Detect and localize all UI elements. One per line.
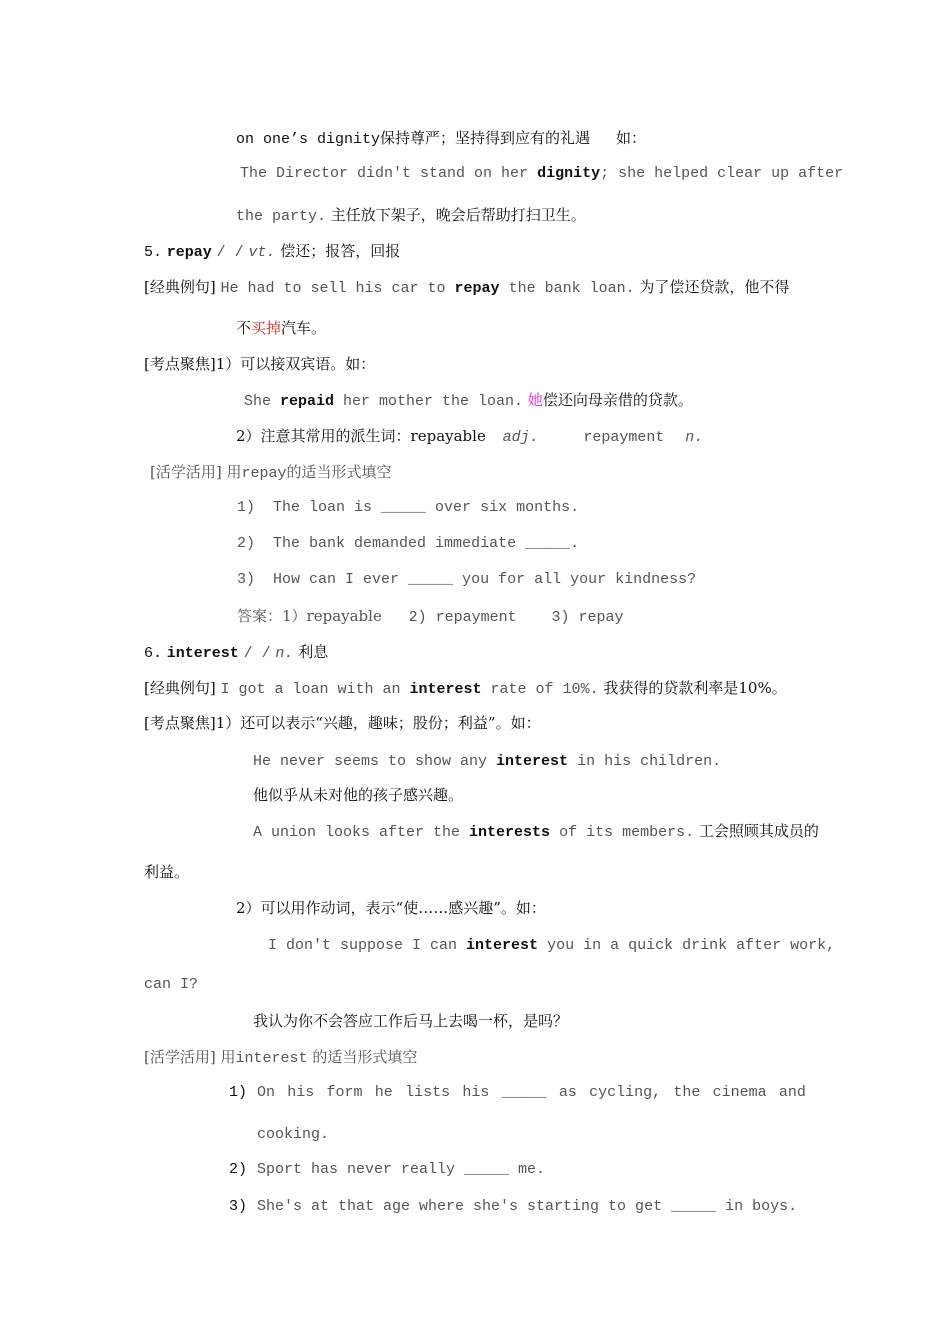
phonetic: / /: [216, 244, 244, 261]
exercise-item: [237, 498, 579, 518]
idiom: on one’s dignity: [236, 131, 381, 148]
key-point-example: [244, 390, 693, 412]
keyword: interest: [466, 937, 539, 954]
key-point-example: [253, 750, 721, 772]
example-text: in his children.: [568, 753, 722, 770]
exercise-item: [237, 570, 696, 590]
key-point-example: [253, 821, 819, 843]
key-point-example: [268, 934, 835, 956]
entry-number: 6.: [144, 645, 163, 662]
example-text: you in a quick drink after work,: [538, 937, 836, 954]
exercise-number: 1): [229, 1084, 248, 1101]
example-text: the bank loan.: [499, 280, 635, 297]
word: lists: [405, 1084, 451, 1101]
key-point-translation: [253, 785, 463, 805]
translation: 偿还向母亲借的贷款。: [542, 391, 693, 409]
section-tag: [活学活用]: [150, 463, 222, 481]
exercise-item-justified: [257, 1083, 806, 1103]
keyword: interests: [469, 824, 551, 841]
entry-heading-repay: [144, 241, 400, 263]
classic-example-line: [144, 277, 789, 299]
exercise-item: [257, 1197, 797, 1217]
exercise-text: How can I ever _____ you for all your kindness?: [273, 571, 697, 588]
key-point-line: [144, 354, 375, 374]
example-text: She: [244, 393, 281, 410]
exercise-item-cont: [257, 1125, 329, 1145]
section-tag: [考点聚焦]: [144, 714, 216, 732]
example-text: He never seems to show any: [253, 753, 497, 770]
exercise-item: [257, 1160, 545, 1180]
section-tag: [经典例句]: [144, 278, 216, 296]
exercise-text: Sport has never really _____ me.: [257, 1161, 546, 1178]
part-of-speech: n.: [685, 429, 704, 446]
translation-part: 不: [236, 319, 252, 337]
idiom-line: [236, 128, 646, 150]
word: the: [673, 1084, 701, 1101]
key-point-example-cont: [144, 975, 198, 995]
example-cue: 如：: [616, 129, 647, 147]
translation: 他似乎从未对他的孩子感兴趣。: [253, 786, 464, 804]
example-text: of its members.: [550, 824, 695, 841]
entry-meaning: 偿还；报答，回报: [280, 242, 401, 260]
exercise-text: She's at that age where she's starting to get _____ in boys.: [257, 1198, 798, 1215]
practice-text: 用: [226, 463, 242, 481]
word: cinema: [712, 1084, 767, 1101]
answer-1: 答案：1）repayable: [237, 607, 382, 625]
exercise-text: cooking.: [257, 1126, 330, 1143]
key-point-line: [144, 713, 541, 733]
key-point-text: 1）还可以表示“兴趣，趣味；股份；利益”。如：: [215, 714, 541, 732]
entry-word: interest: [166, 645, 239, 662]
blank: _____: [501, 1084, 547, 1101]
highlighted-text: 她: [527, 391, 543, 409]
entry-word: repay: [166, 244, 212, 261]
derivatives-line: [236, 426, 703, 448]
key-point-text: 2）可以用作动词，表示“使……感兴趣”。如：: [236, 899, 546, 917]
word: his: [462, 1084, 490, 1101]
exercise-text: The loan is _____ over six months.: [273, 499, 580, 516]
example-text: her mother the loan.: [334, 393, 524, 410]
word: his: [287, 1084, 315, 1101]
phonetic: / /: [243, 645, 271, 662]
keyword: repay: [454, 280, 500, 297]
keyword: dignity: [537, 165, 601, 182]
word: he: [374, 1084, 393, 1101]
word: On: [257, 1084, 276, 1101]
entry-meaning: 利息: [298, 643, 329, 661]
practice-text: 的适当形式填空: [286, 463, 392, 481]
example-text: the party.: [236, 208, 327, 225]
exercise-item: [237, 534, 579, 554]
idiom-example-cont: [236, 205, 586, 227]
example-text: ; she helped clear up after: [600, 165, 844, 182]
key-point-line-2: [236, 898, 546, 918]
exercise-number: 2): [229, 1161, 248, 1178]
translation: 主任放下架子，晚会后帮助打扫卫生。: [330, 206, 586, 224]
example-text: rate of 10%.: [481, 681, 599, 698]
practice-text: 用: [220, 1048, 236, 1066]
keyword: repay: [241, 465, 287, 482]
example-text: can I?: [144, 976, 199, 993]
section-tag: [考点聚焦]: [144, 355, 216, 373]
part-of-speech: n.: [275, 645, 294, 662]
part-of-speech: adj.: [502, 429, 539, 446]
exercise-number: 3): [237, 571, 256, 588]
classic-example-cont: [236, 318, 326, 338]
exercise-number: 3): [229, 1198, 248, 1215]
idiom-meaning: 保持尊严；坚持得到应有的礼遇: [380, 129, 591, 147]
example-text: He had to sell his car to: [220, 280, 455, 297]
keyword: interest: [409, 681, 482, 698]
key-point-translation: [253, 1011, 568, 1031]
answer-line: [237, 606, 623, 628]
derivative-text: 2）注意其常用的派生词：repayable: [236, 427, 486, 445]
keyword: repaid: [280, 393, 335, 410]
classic-example-line: [144, 678, 787, 700]
key-point-translation-cont: [144, 862, 189, 882]
exercise-text: The bank demanded immediate _____.: [273, 535, 580, 552]
example-text: I don't suppose I can: [268, 937, 467, 954]
translation: 我获得的贷款利率是10%。: [603, 679, 787, 697]
exercise-number: 1): [237, 499, 256, 516]
translation: 利益。: [144, 863, 190, 881]
word: form: [326, 1084, 363, 1101]
example-text: A union looks after the: [253, 824, 470, 841]
exercise-number: 2): [237, 535, 256, 552]
highlighted-text: 买掉: [251, 319, 282, 337]
practice-heading: [144, 1047, 417, 1069]
word: cycling,: [589, 1084, 662, 1101]
word: and: [778, 1084, 806, 1101]
derivative-word: repayment: [583, 429, 665, 446]
section-tag: [活学活用]: [144, 1048, 216, 1066]
answer-2: 2) repayment: [408, 609, 517, 626]
example-text: I got a loan with an: [220, 681, 410, 698]
word: as: [558, 1084, 577, 1101]
practice-heading: [150, 462, 392, 484]
translation-part: 汽车。: [281, 319, 327, 337]
entry-heading-interest: [144, 642, 328, 664]
idiom-example: [240, 164, 843, 184]
keyword: interest: [496, 753, 569, 770]
practice-text: 的适当形式填空: [312, 1048, 418, 1066]
section-tag: [经典例句]: [144, 679, 216, 697]
translation: 我认为你不会答应工作后马上去喝一杯，是吗？: [253, 1012, 569, 1030]
entry-number: 5.: [144, 244, 163, 261]
keyword: interest: [235, 1050, 308, 1067]
example-text: The Director didn't stand on her: [240, 165, 538, 182]
key-point-text: 1）可以接双宾语。如：: [215, 355, 376, 373]
part-of-speech: vt.: [248, 244, 276, 261]
translation: 为了偿还贷款，他不得: [639, 278, 790, 296]
translation: 工会照顾其成员的: [698, 822, 819, 840]
answer-3: 3) repay: [551, 609, 624, 626]
